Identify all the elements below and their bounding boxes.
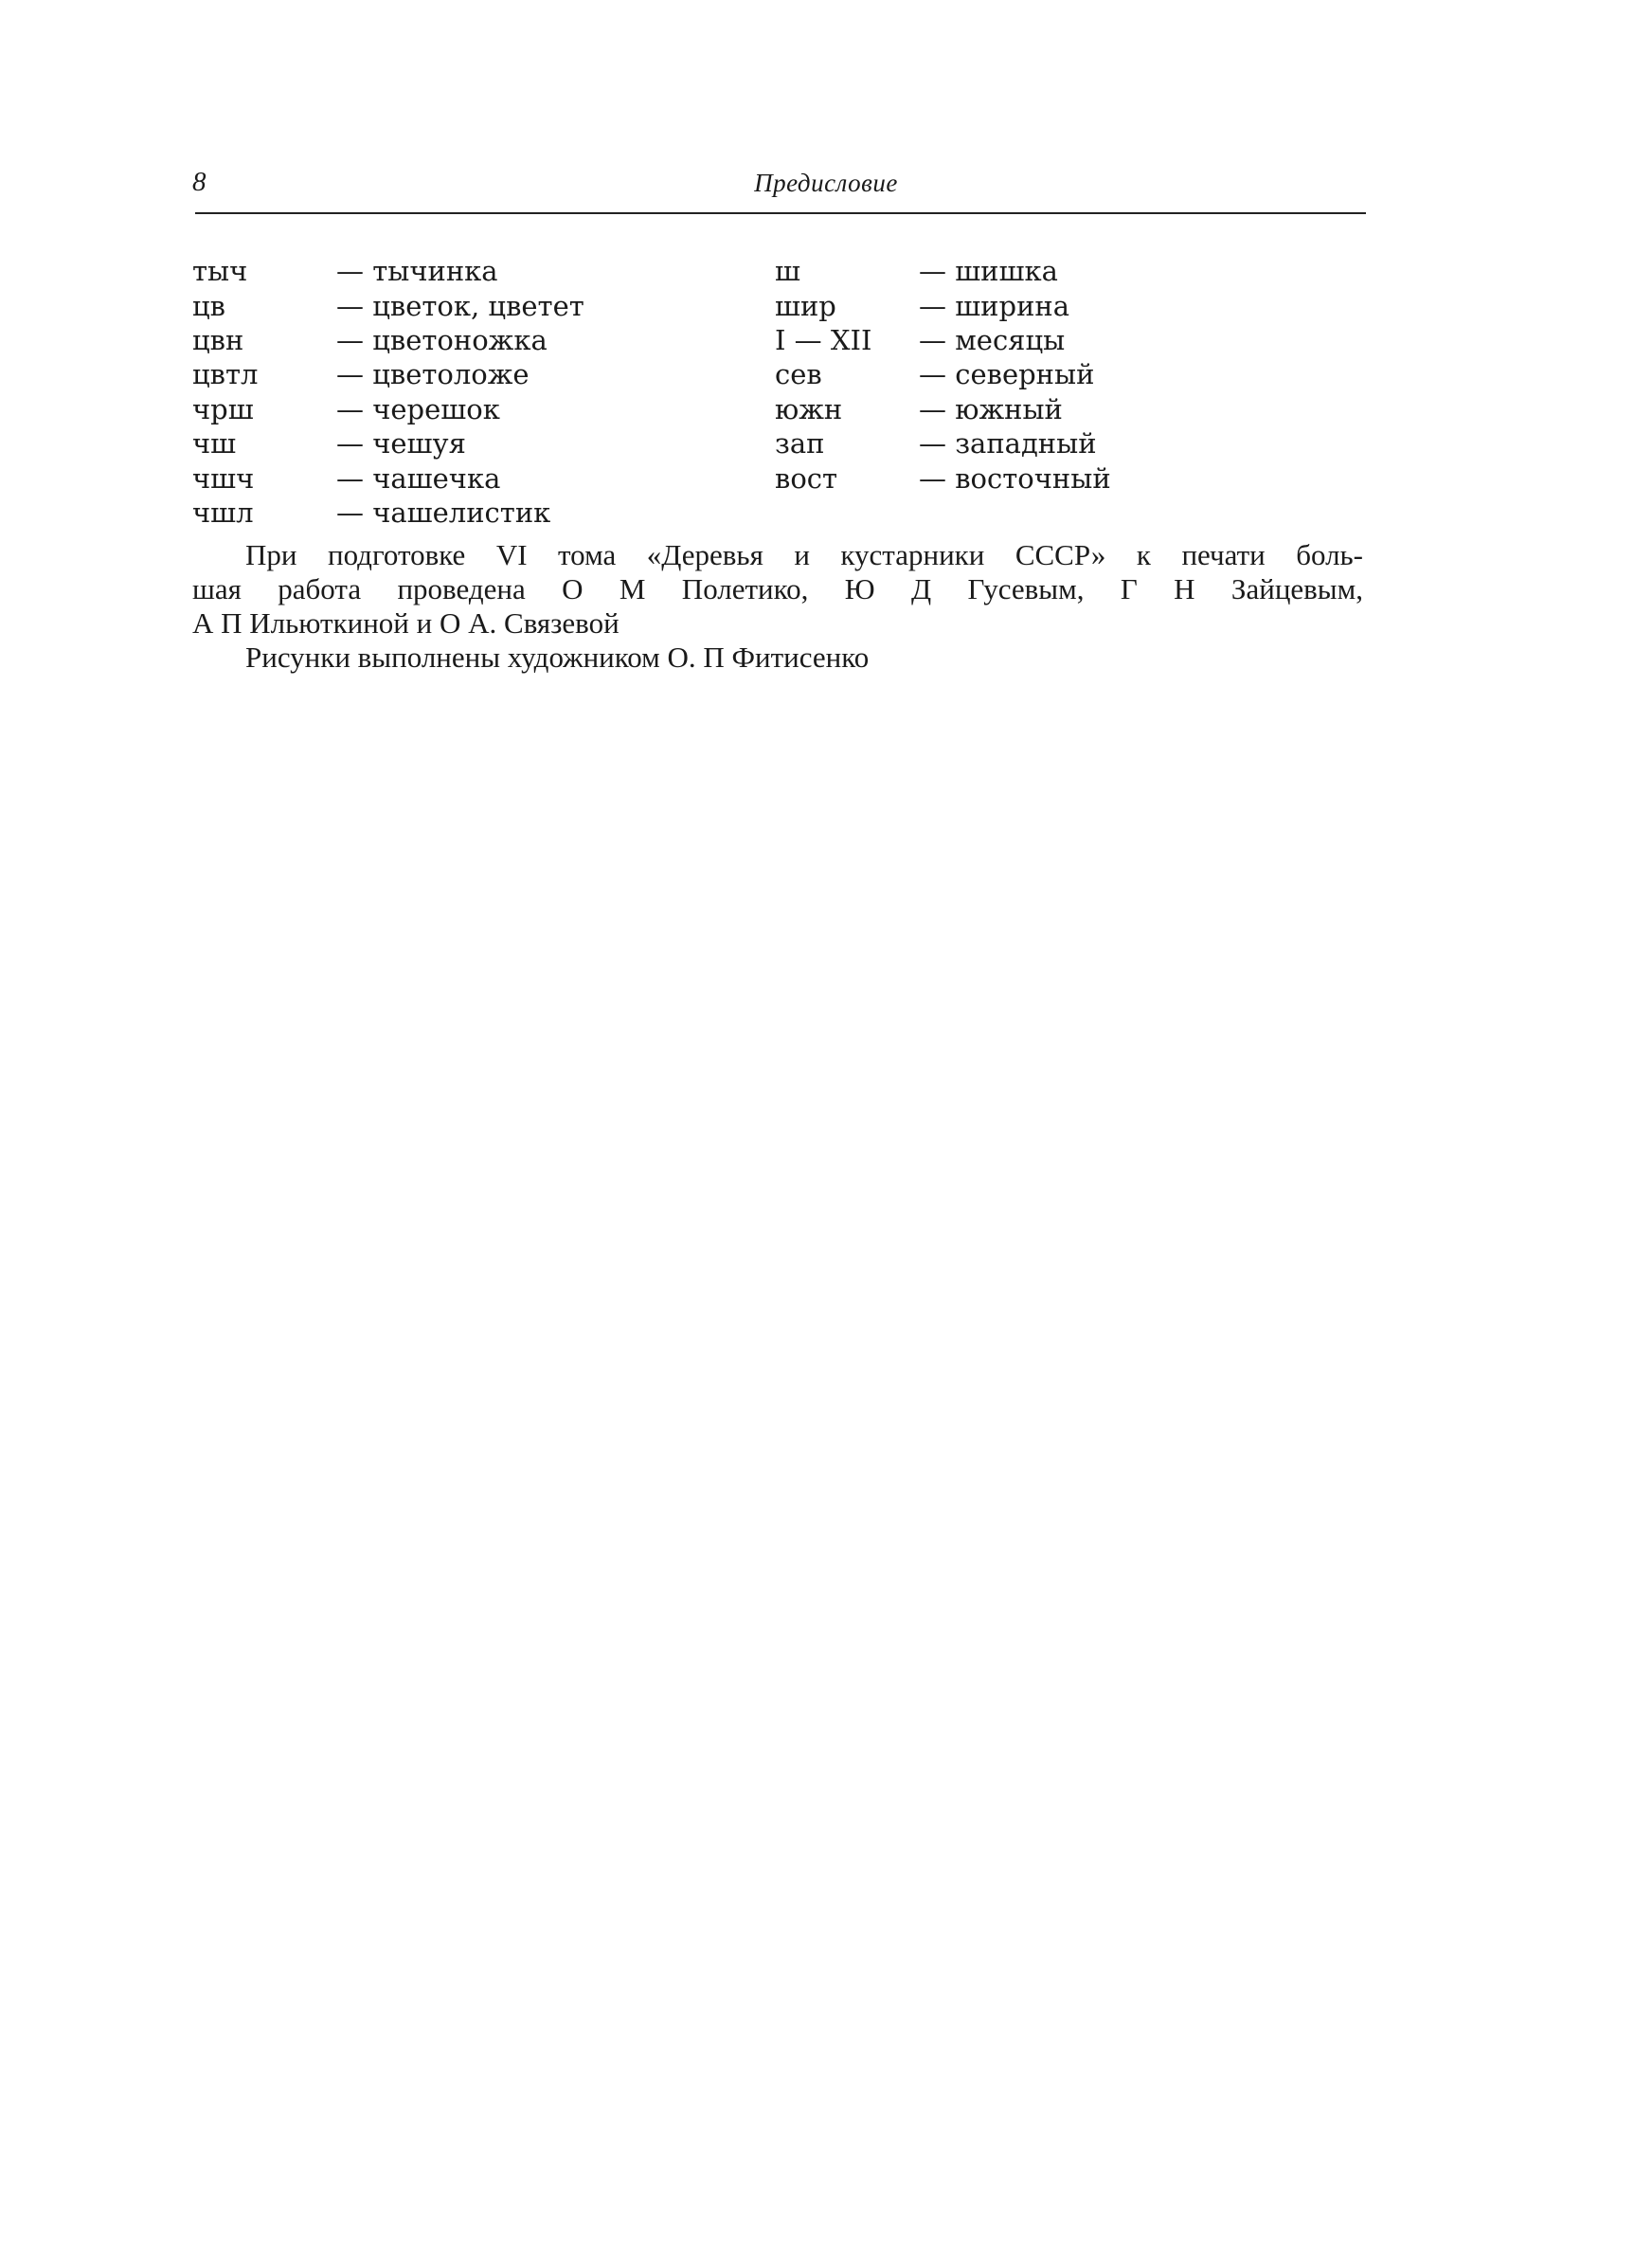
abbreviation-definition: — чешуя	[336, 427, 466, 460]
abbreviation-entry	[192, 392, 584, 426]
abbreviation-entry	[192, 496, 584, 530]
abbreviation-term: чшл	[192, 496, 254, 529]
abbreviation-definition: — северный	[919, 358, 1095, 391]
abbreviation-definition: — ширина	[919, 289, 1070, 322]
abbreviation-term: тыч	[192, 255, 248, 288]
abbreviation-definition: — тычинка	[336, 255, 498, 288]
paragraph-line: При подготовке VI тома «Деревья и кустарники СССР» к печати боль-	[245, 538, 1363, 571]
abbreviation-term: цвтл	[192, 358, 259, 391]
abbreviation-definition: — цветоножка	[336, 323, 548, 356]
abbreviation-entry	[775, 357, 1111, 391]
abbreviation-definition: — чашелистик	[336, 496, 551, 529]
header-rule	[195, 212, 1366, 214]
abbreviation-term: чшч	[192, 461, 255, 495]
abbreviation-entry	[192, 460, 584, 495]
abbreviation-entry	[192, 357, 584, 391]
abbreviation-term: I — XII	[775, 323, 872, 356]
acknowledgement-paragraph	[192, 538, 1363, 641]
abbreviation-term: цвн	[192, 323, 244, 356]
abbreviation-definition: — цветок, цветет	[336, 289, 584, 322]
abbreviation-term: сев	[775, 358, 822, 391]
abbreviation-definition: — южный	[919, 392, 1063, 425]
abbreviation-definition: — чашечка	[336, 461, 501, 495]
abbreviation-term: чрш	[192, 392, 254, 425]
abbreviation-entry	[775, 460, 1111, 495]
paragraph-line: Рисунки выполнены художником О. П Фитисенко	[245, 641, 870, 674]
abbreviation-term: цв	[192, 289, 225, 322]
abbreviation-term: зап	[775, 427, 825, 460]
abbreviation-entry	[192, 288, 584, 322]
abbreviation-entry	[775, 426, 1111, 460]
paragraph-line: шая работа проведена О М Полетико, Ю Д Гусевым, Г Н Зайцевым,	[192, 572, 1363, 605]
abbreviation-entry	[192, 254, 584, 288]
abbreviation-definition: — шишка	[919, 255, 1058, 288]
abbreviation-entry	[192, 323, 584, 357]
abbreviation-term: чш	[192, 427, 237, 460]
abbreviation-term: южн	[775, 392, 843, 425]
abbreviation-list-left	[192, 254, 584, 530]
abbreviation-term: вост	[775, 461, 838, 495]
abbreviation-definition: — восточный	[919, 461, 1111, 495]
paragraph-line: А П Ильюткиной и О А. Связевой	[192, 606, 620, 640]
abbreviation-term: шир	[775, 289, 836, 322]
abbreviation-entry	[775, 323, 1111, 357]
running-title: Предисловие	[754, 169, 898, 197]
abbreviation-definition: — черешок	[336, 392, 500, 425]
abbreviation-entry	[775, 392, 1111, 426]
abbreviation-list-right	[775, 254, 1111, 496]
illustrations-credit-paragraph	[192, 641, 1363, 675]
abbreviation-definition: — месяцы	[919, 323, 1066, 356]
abbreviation-definition: — цветоложе	[336, 358, 530, 391]
abbreviation-entry	[775, 254, 1111, 288]
abbreviation-term: ш	[775, 255, 800, 288]
abbreviation-entry	[192, 426, 584, 460]
abbreviation-definition: — западный	[919, 427, 1097, 460]
page-number: 8	[192, 167, 206, 197]
abbreviation-entry	[775, 288, 1111, 322]
